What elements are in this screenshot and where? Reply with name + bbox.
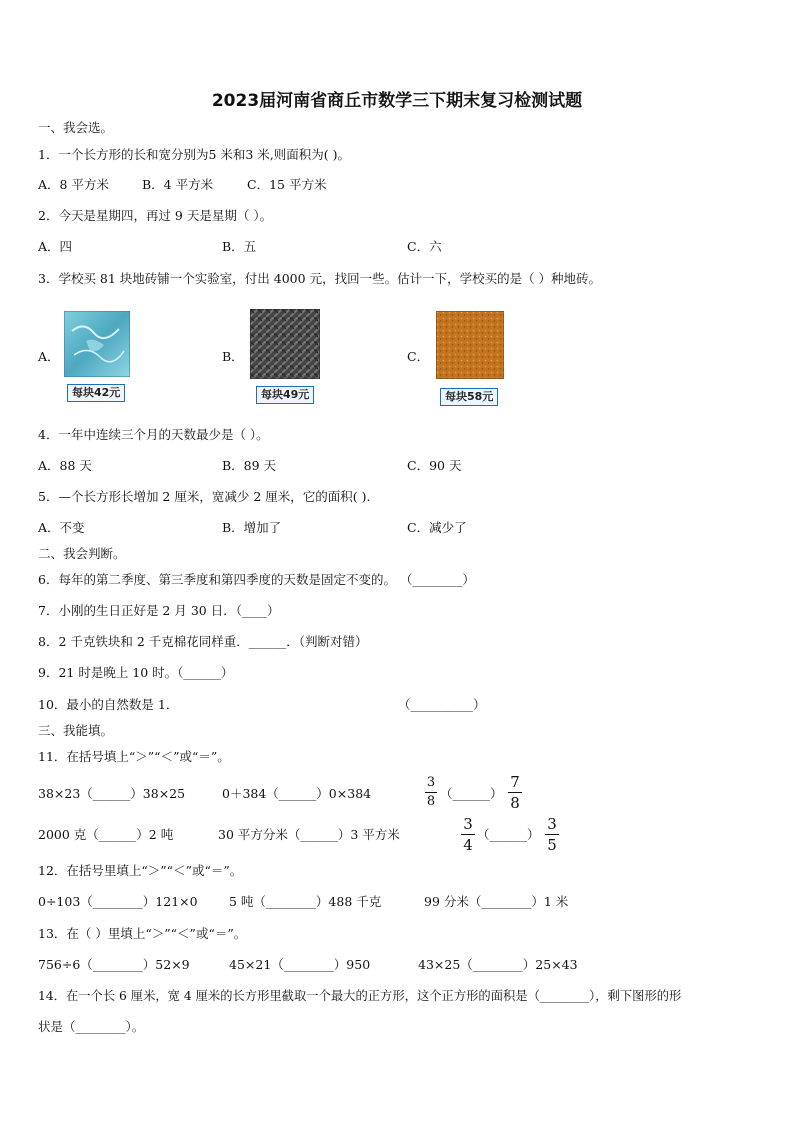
denominator: 8 [510, 794, 520, 812]
numerator: 3 [547, 815, 557, 833]
option-c: C．15 平方米 [247, 177, 327, 192]
price-tag-c: 每块58元 [440, 388, 498, 406]
section-heading: 一、我会选。 [38, 120, 114, 135]
comparison-item: 38×23（______）38×25 [38, 786, 186, 801]
option-c: C． [407, 349, 430, 364]
comparison-item: 99 分米（________）1 米 [424, 894, 569, 909]
option-a: A． [38, 349, 60, 364]
option-b: B． [222, 349, 244, 364]
question-9: 9．21 时是晚上 10 时。（______） [38, 665, 234, 680]
question-5: 5．—个长方形长增加 2 厘米，宽减少 2 厘米，它的面积( ). [38, 489, 371, 504]
option-c: C．减少了 [407, 520, 467, 535]
fraction [425, 776, 437, 809]
comparison-item: 2000 克（______）2 吨 [38, 827, 174, 842]
price-tag-b: 每块49元 [256, 386, 314, 404]
tile-c-image [436, 311, 504, 379]
question-14-continued: 状是（________）。 [38, 1019, 145, 1034]
question-13: 13．在（ ）里填上“＞”“＜”或“＝”。 [38, 926, 247, 941]
denominator: 4 [463, 836, 473, 854]
denominator: 5 [547, 836, 557, 854]
fraction [545, 816, 559, 853]
comparison-item: 30 平方分米（______）3 平方米 [218, 827, 400, 842]
option-a: A．不变 [38, 520, 85, 535]
comparison-item: 756÷6（________）52×9 [38, 957, 190, 972]
option-b: B．4 平方米 [142, 177, 214, 192]
comparison-item: 0÷103（________）121×0 [38, 894, 198, 909]
answer-blank: （______） [440, 786, 503, 801]
option-a: A．8 平方米 [38, 177, 109, 192]
numerator: 3 [426, 775, 436, 790]
question-3: 3．学校买 81 块地砖铺一个实验室，付出 4000 元，找回一些。估计一下，学校买的是（ ）种地砖。 [38, 271, 602, 286]
option-a: A．四 [38, 239, 73, 254]
question-12: 12．在括号里填上“＞”“＜”或“＝”。 [38, 863, 243, 878]
section-heading: 二、我会判断。 [38, 546, 126, 561]
option-c: C．90 天 [407, 458, 462, 473]
comparison-item: 43×25（________）25×43 [418, 957, 578, 972]
option-b: B．89 天 [222, 458, 277, 473]
answer-blank: （__________） [398, 697, 486, 712]
price-tag-a: 每块42元 [67, 384, 125, 402]
answer-blank: （______） [477, 827, 540, 842]
question-4: 4．一年中连续三个月的天数最少是（ ）。 [38, 427, 269, 442]
question-14: 14．在一个长 6 厘米，宽 4 厘米的长方形里截取一个最大的正方形，这个正方形的面积是（________），剩下图形的形 [38, 989, 682, 1003]
fraction [461, 816, 475, 853]
option-b: B．五 [222, 239, 257, 254]
option-b: B．增加了 [222, 520, 282, 535]
question-11: 11．在括号填上“＞”“＜”或“＝”。 [38, 749, 230, 764]
numerator: 7 [510, 773, 520, 791]
option-a: A．88 天 [38, 458, 92, 473]
question-6: 6．每年的第二季度、第三季度和第四季度的天数是固定不变的。 （________） [38, 572, 475, 587]
tile-b-image [250, 309, 320, 379]
question-2: 2．今天是星期四，再过 9 天是星期（ ）。 [38, 208, 273, 223]
comparison-item: 5 吨（________）488 千克 [229, 894, 382, 909]
tile-a-image [64, 311, 130, 377]
denominator: 8 [426, 794, 436, 809]
numerator: 3 [463, 815, 473, 833]
page-title: 2023届河南省商丘市数学三下期末复习检测试题 [211, 91, 583, 111]
comparison-item: 45×21（________）950 [229, 957, 371, 972]
question-8: 8．2 千克铁块和 2 千克棉花同样重．______．（判断对错） [38, 634, 368, 649]
fraction [508, 774, 522, 811]
option-c: C．六 [407, 239, 442, 254]
question-7: 7．小刚的生日正好是 2 月 30 日．（____） [38, 603, 280, 618]
section-heading: 三、我能填。 [38, 723, 114, 738]
question-1: 1．一个长方形的长和宽分别为5 米和3 米,则面积为( )。 [38, 147, 351, 162]
question-10: 10．最小的自然数是 1． [38, 697, 179, 712]
comparison-item: 0＋384（______）0×384 [222, 786, 372, 801]
